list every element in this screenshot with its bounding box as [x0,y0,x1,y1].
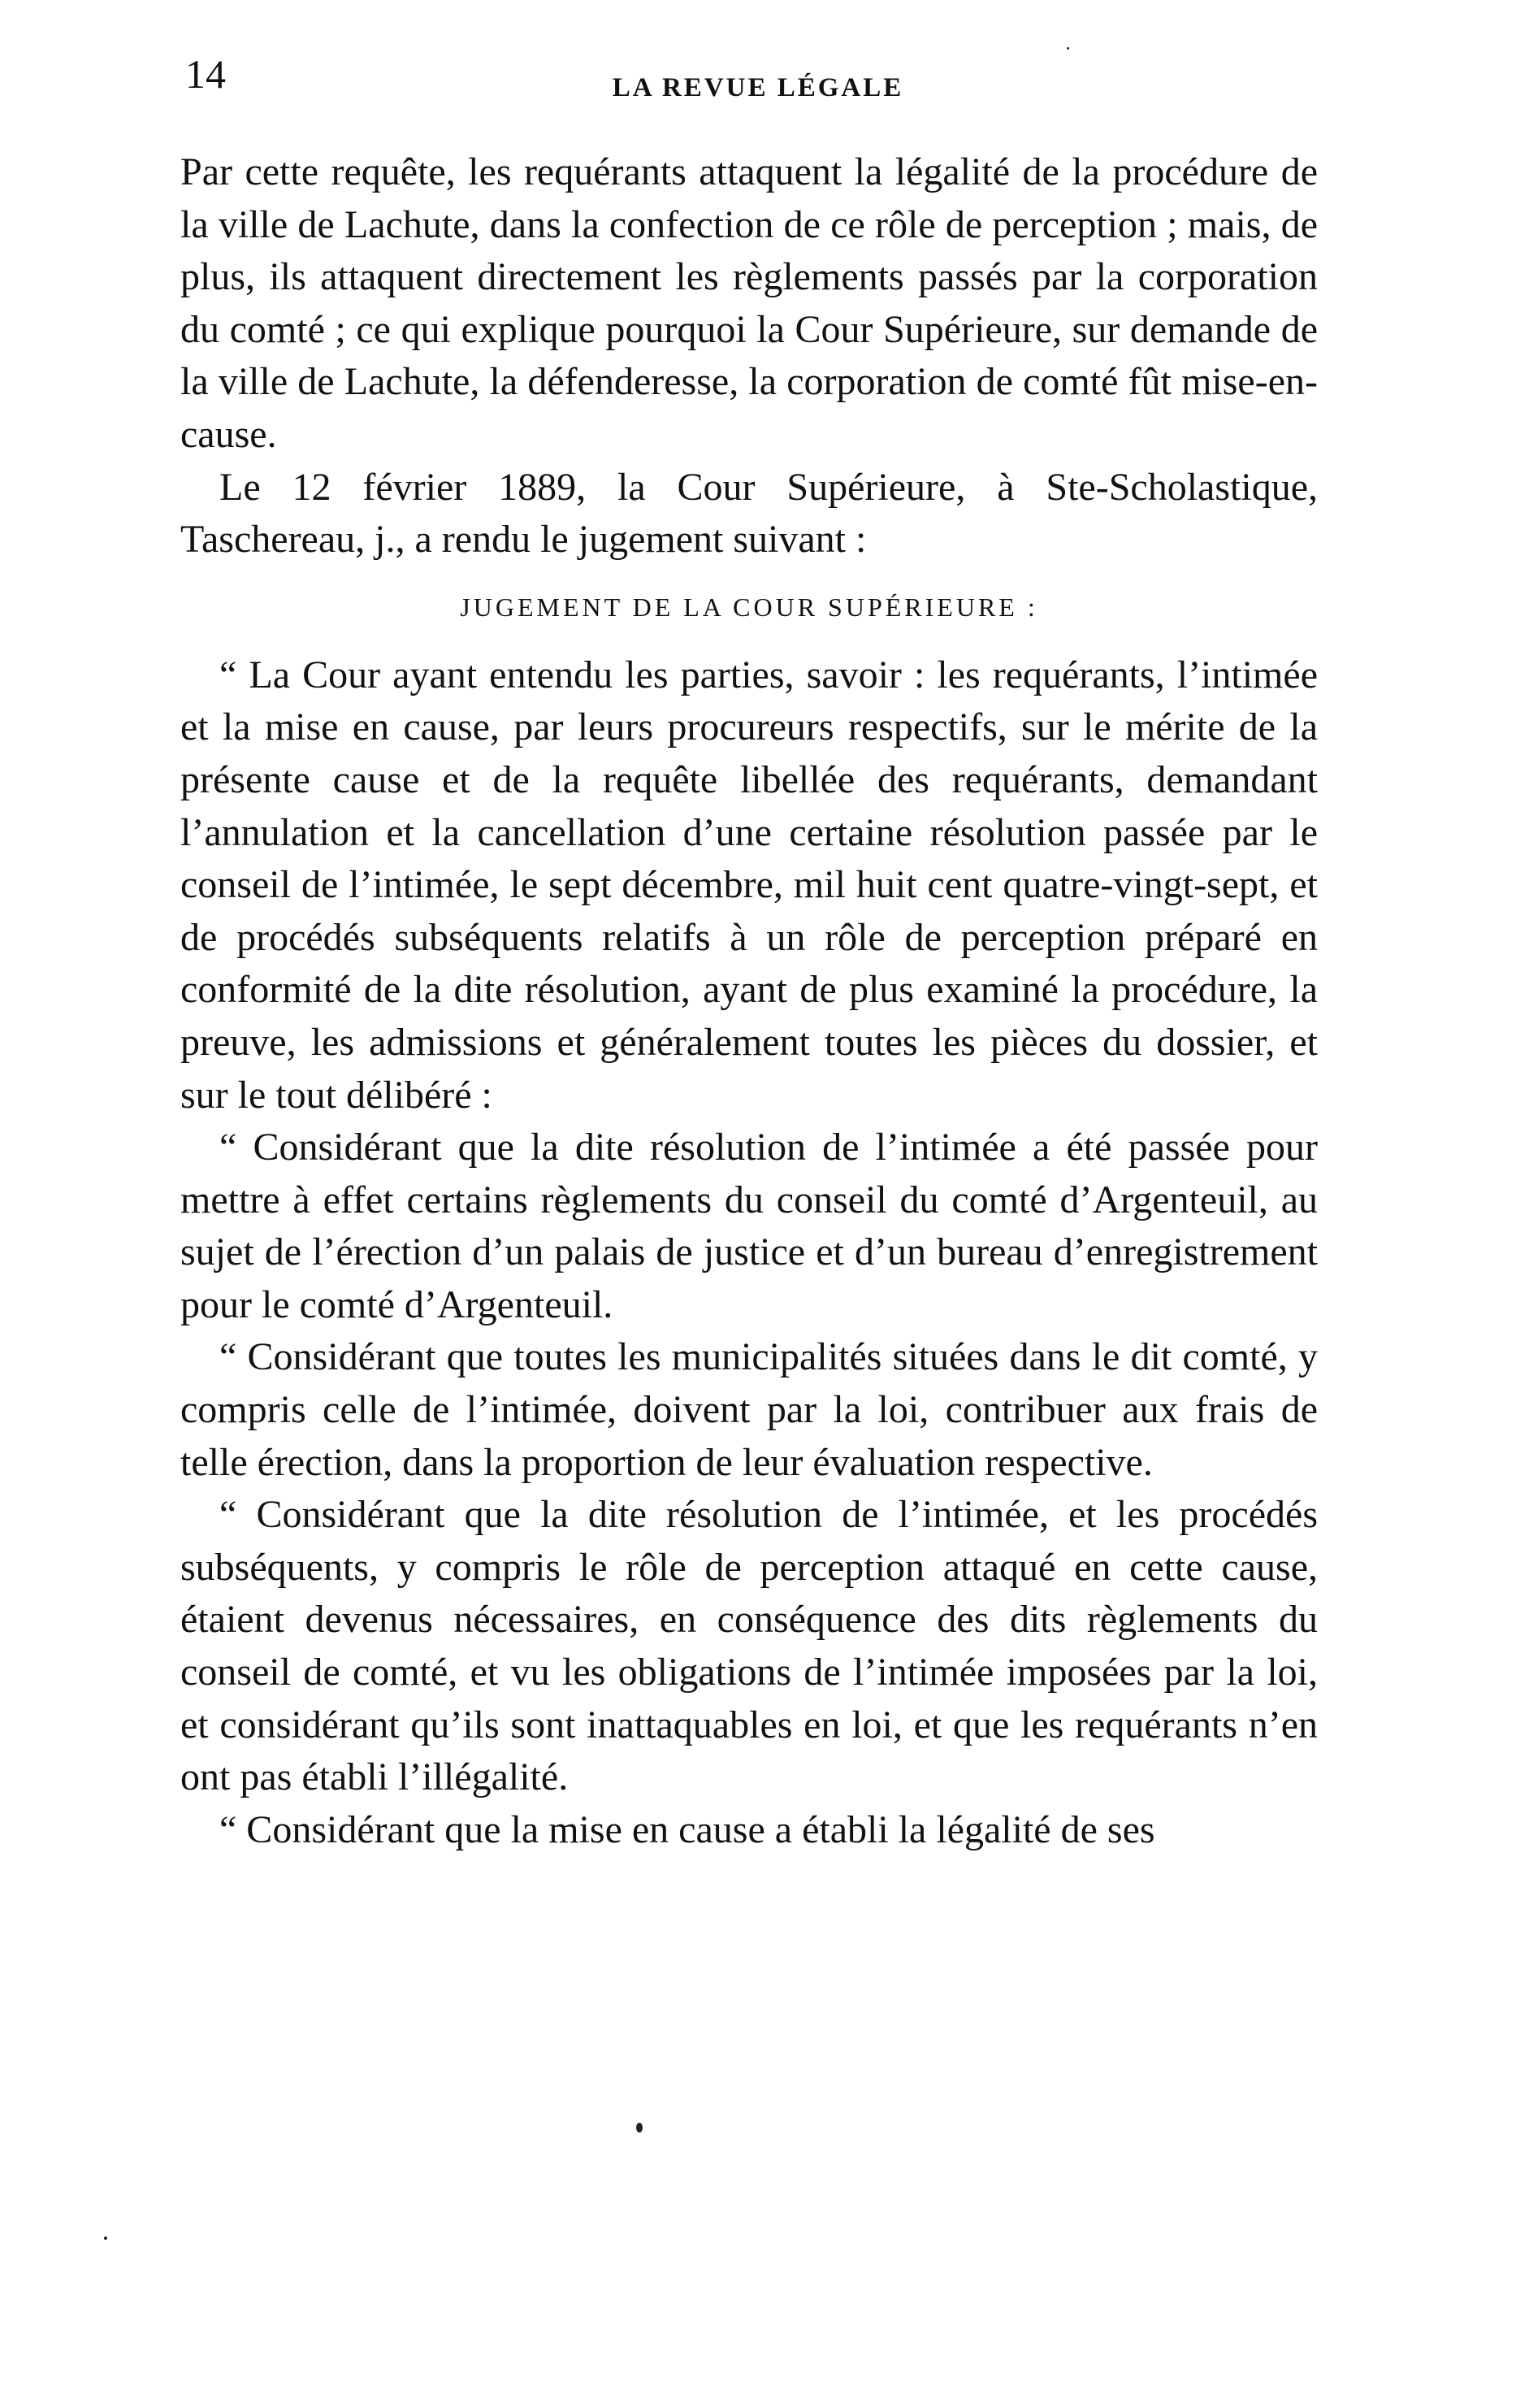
ink-speck [636,2123,643,2132]
paragraph-la-cour: “ La Cour ayant entendu les parties, savoir : les requérants, l’intimée et la mise en cause, par leurs procureurs respectifs, sur le mérite de la présente cause et de la requête libellée des requérants, demandant l’annulation et la cancellation d’une certaine résolution passée par le conseil de l’intimée, le sept décembre, mil huit cent quatre-vingt-sept, et de procédés subséquents relatifs à un rôle de perception préparé en conformité de la dite résolution, ayant de plus examiné la procédure, la preuve, les admissions et généralement toutes les pièces du dossier, et sur le tout délibéré : [180,653,1318,1117]
ink-speck [104,2237,107,2240]
paragraph-considerant-4: “ Considérant que la mise en cause a établi la légalité de ses [219,1807,1155,1851]
page-number: 14 [185,51,226,97]
ink-speck [1067,47,1069,50]
paragraph-considerant-2: “ Considérant que toutes les municipalités situées dans le dit comté, y compris celle de l’intimée, doivent par la loi, contribuer aux frais de telle érection, dans la proportion de leur évaluation respective. [180,1335,1318,1484]
paragraph-jugement-intro: Le 12 février 1889, la Cour Supérieure, à Ste-Scholastique, Taschereau, j., a rendu le jugement suivant : [180,465,1318,562]
paragraph-considerant-1: “ Considérant que la dite résolution de l’intimée a été passée pour mettre à effet certains règlements du conseil du comté d’Argenteuil, au sujet de l’érection d’un palais de justice et d’un bureau d’enregistrement pour le comté d’Argenteuil. [180,1126,1318,1326]
paragraph-requete: Par cette requête, les requérants attaquent la légalité de la procédure de la ville de Lachute, dans la confection de ce rôle de perception ; mais, de plus, ils attaquent directement les règlements passés par la corporation du comté ; ce qui explique pourquoi la Cour Supérieure, sur demande de la ville de Lachute, la défenderesse, la corporation de comté fût mise-en-cause. [180,150,1318,456]
body-text [180,146,1318,1856]
running-title: LA REVUE LÉGALE [612,73,904,102]
section-heading: JUGEMENT DE LA COUR SUPÉRIEURE : [460,592,1038,622]
paragraph-considerant-3: “ Considérant que la dite résolution de l’intimée, et les procédés subséquents, y compris le rôle de perception attaqué en cette cause, étaient devenus nécessaires, en conséquence des dits règlements du conseil de comté, et vu les obligations de l’intimée imposées par la loi, et considérant qu’ils sont inattaquables en loi, et que les requérants n’en ont pas établi l’illégalité. [180,1493,1318,1799]
